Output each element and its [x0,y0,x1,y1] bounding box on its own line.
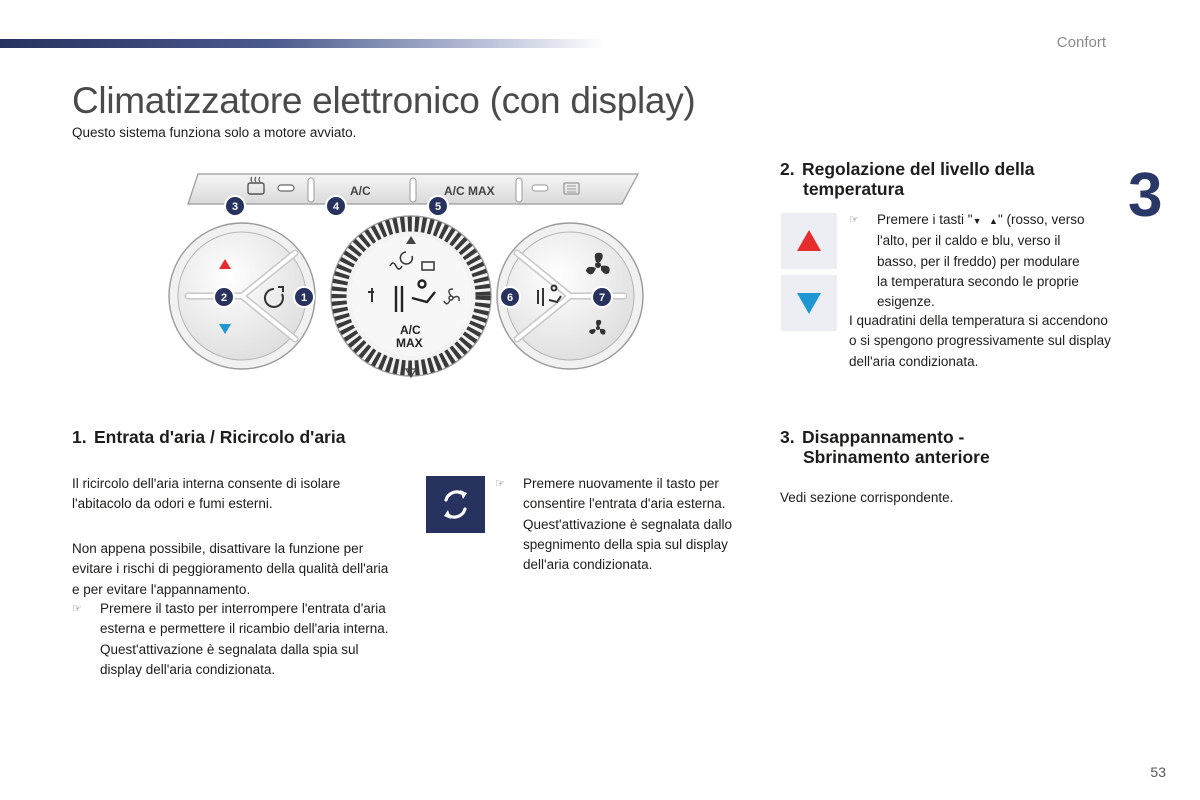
recirculation-button-icon [426,476,485,533]
section1-paragraph-2: Non appena possibile, disattivare la funzione per evitare i rischi di peggioramento della qualità dell'aria e per evitare l'appannamento. [72,541,389,597]
callout-3 [225,196,245,216]
section3-heading [780,427,1110,467]
control-panel-illustration [160,168,650,383]
hand-pointer-icon: ☞ [849,214,859,226]
temp-up-button-icon [781,213,837,269]
section1-bullet-1 [72,599,392,680]
svg-text:1: 1 [300,292,308,304]
callout-5 [428,196,448,216]
section1-paragraph-1: Il ricircolo dell'aria interna consente di isolare l'abitacolo da odori e fumi esterni. [72,476,341,512]
section2-title-line2: temperatura [803,179,905,199]
display-ac-label: A/C [400,323,421,337]
section3-number: 3. [780,427,795,447]
section-name: Confort [1056,34,1106,51]
svg-text:4: 4 [332,201,340,213]
svg-text:5: 5 [434,201,442,213]
inline-up-arrow-icon: ▲ [989,216,998,226]
page-number: 53 [1150,764,1166,780]
svg-text:2: 2 [220,292,228,304]
temp-down-button-icon [781,275,837,331]
display-max-label: MAX [396,336,423,350]
section2-heading [780,159,1110,199]
callout-7 [592,287,612,307]
section3-paragraph: Vedi sezione corrispondente. [780,490,954,505]
callout-2 [214,287,234,307]
section2-bullet-prefix: Premere i tasti " [877,212,973,227]
ac-button-label: A/C [350,184,371,198]
section1-bullet-2 [495,474,738,575]
section3-title-line2: Sbrinamento anteriore [803,447,990,467]
hand-pointer-icon: ☞ [495,478,505,490]
svg-text:7: 7 [598,292,606,304]
page-subtitle: Questo sistema funziona solo a motore avviato. [72,125,357,140]
display-knob [331,216,491,377]
section2-number: 2. [780,159,795,179]
section2-bullet [849,210,1092,312]
section2-bullet-suffix: " (rosso, verso l'alto, per il caldo e blu, verso il basso, per il freddo) per modulare la temperatura secondo le proprie esigenze. [877,212,1085,310]
section1-heading [72,427,345,447]
ac-max-button-label: A/C MAX [444,184,495,198]
section3-title-line1: Disappannamento - [802,427,965,447]
callout-4 [326,196,346,216]
section2-paragraph: I quadratini della temperatura si accendono o si spengono progressivamente sul display dell'aria condizionata. [849,313,1111,369]
section2-title-line1: Regolazione del livello della [802,159,1035,179]
section1-bullet-1-text: Premere il tasto per interrompere l'entrata d'aria esterna e permettere il ricambio dell'aria interna. Quest'attivazione è segnalata dalla spia sul display dell'aria condizionata. [100,601,389,677]
callout-1 [294,287,314,307]
callout-6 [500,287,520,307]
section1-number: 1. [72,427,87,447]
inline-down-arrow-icon: ▼ [972,216,982,226]
section1-title: Entrata d'aria / Ricircolo d'aria [94,427,346,447]
svg-text:6: 6 [506,292,514,304]
hand-pointer-icon: ☞ [72,603,82,615]
section1-bullet-2-text: Premere nuovamente il tasto per consentire l'entrata d'aria esterna. Quest'attivazione è segnalata dallo spegnimento della spia sul display dell'aria condizionata. [523,476,732,573]
page-title: Climatizzatore elettronico (con display) [72,80,696,121]
chapter-number: 3 [1128,161,1163,230]
header-bar [0,39,605,48]
svg-text:3: 3 [231,201,239,213]
